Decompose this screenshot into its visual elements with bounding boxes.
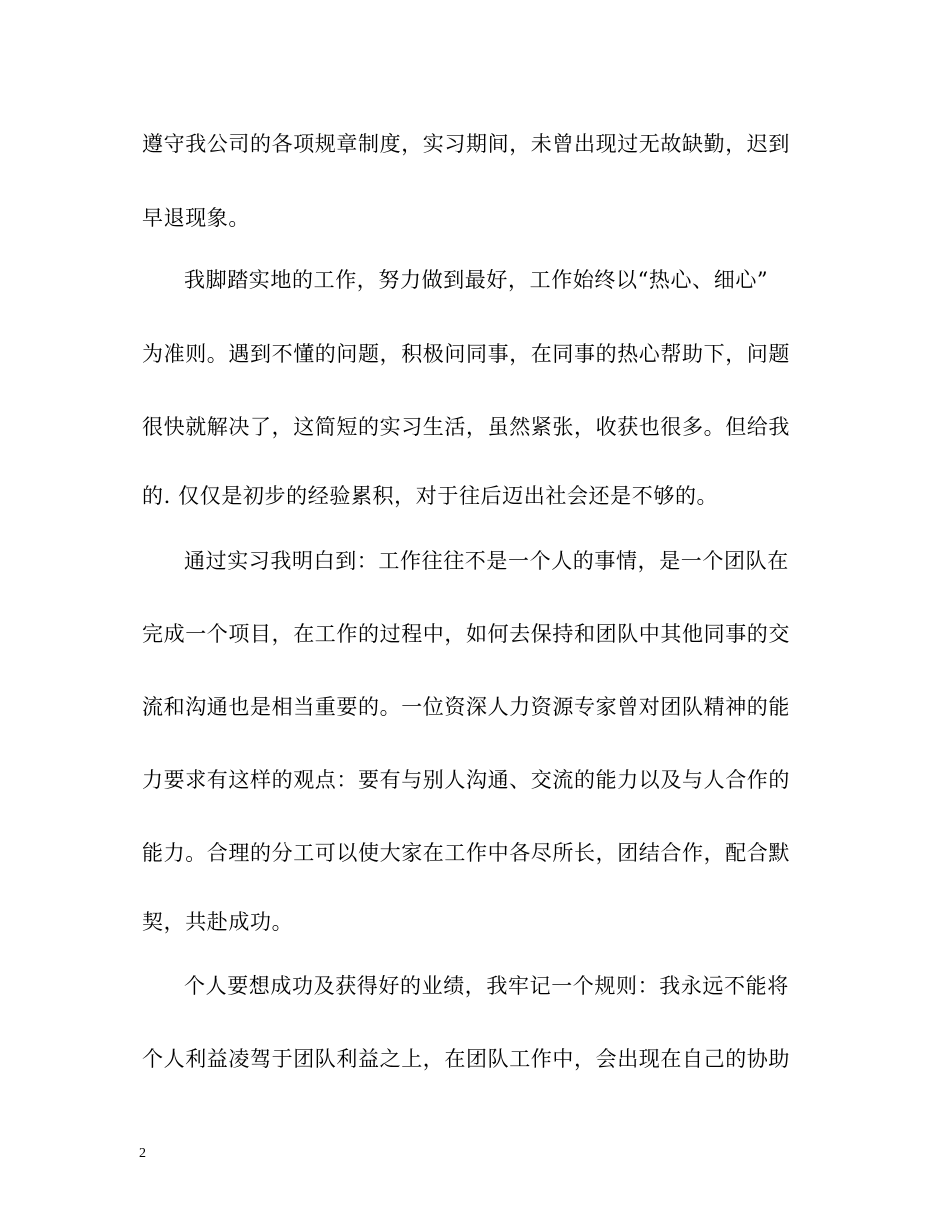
text-line: 个人利益凌驾于团队利益之上，在团队工作中，会出现在自己的协助 <box>142 1047 790 1071</box>
text-line: 为准则。遇到不懂的问题，积极问同事，在同事的热心帮助下，问题 <box>142 342 790 366</box>
text-line: 流和沟通也是相当重要的。一位资深人力资源专家曾对团队精神的能 <box>142 695 790 719</box>
paragraph-first-line: 个人要想成功及获得好的业绩，我牢记一个规则：我永远不能将 <box>184 974 789 998</box>
text-line: 契，共赴成功。 <box>142 910 294 934</box>
paragraph-first-line: 我脚踏实地的工作，努力做到最好，工作始终以“热心、细心” <box>184 268 769 292</box>
page-number: 2 <box>139 1146 146 1161</box>
paragraph-first-line: 通过实习我明白到：工作往往不是一个人的事情，是一个团队在 <box>184 549 789 573</box>
text-line: 遵守我公司的各项规章制度，实习期间，未曾出现过无故缺勤，迟到 <box>142 132 790 156</box>
text-line: 力要求有这样的观点：要有与别人沟通、交流的能力以及与人合作的 <box>142 768 790 792</box>
text-line: 早退现象。 <box>142 206 250 230</box>
text-line: 能力。合理的分工可以使大家在工作中各尽所长，团结合作，配合默 <box>142 841 790 865</box>
text-line: 很快就解决了，这简短的实习生活，虽然紧张，收获也很多。但给我 <box>142 415 790 439</box>
text-line: 的. 仅仅是初步的经验累积，对于往后迈出社会还是不够的。 <box>142 484 719 508</box>
text-line: 完成一个项目，在工作的过程中，如何去保持和团队中其他同事的交 <box>142 622 790 646</box>
